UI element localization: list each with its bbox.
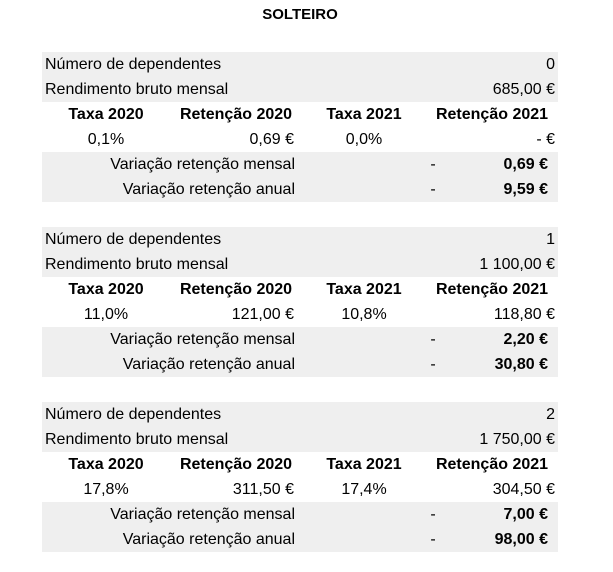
label-variacao-anual: Variação retenção anual bbox=[122, 356, 295, 373]
row-values bbox=[42, 477, 558, 502]
sign-variacao-anual: - bbox=[430, 181, 436, 198]
value-taxa-2020: 0,1% bbox=[87, 131, 125, 148]
label-variacao-mensal: Variação retenção mensal bbox=[110, 331, 295, 348]
label-variacao-anual: Variação retenção anual bbox=[122, 181, 295, 198]
page-title: SOLTEIRO bbox=[262, 6, 338, 23]
value-taxa-2021: 17,4% bbox=[341, 481, 387, 498]
header-retencao-2021: Retenção 2021 bbox=[435, 106, 549, 123]
value-variacao-anual: 30,80 € bbox=[494, 356, 548, 373]
label-rendimento: Rendimento bruto mensal bbox=[45, 81, 229, 98]
row-variacao-anual bbox=[42, 527, 558, 552]
row-variacao-mensal bbox=[42, 502, 558, 527]
header-taxa-2021: Taxa 2021 bbox=[326, 106, 402, 123]
label-dependentes: Número de dependentes bbox=[45, 231, 222, 248]
label-rendimento: Rendimento bruto mensal bbox=[45, 431, 229, 448]
sign-variacao-anual: - bbox=[430, 531, 436, 548]
value-retencao-2021: - € bbox=[536, 131, 555, 148]
row-variacao-mensal bbox=[42, 152, 558, 177]
value-retencao-2020: 311,50 € bbox=[232, 481, 294, 498]
value-retencao-2021: 118,80 € bbox=[493, 306, 555, 323]
row-variacao-mensal bbox=[42, 327, 558, 352]
row-rendimento bbox=[42, 252, 558, 277]
header-taxa-2020: Taxa 2020 bbox=[68, 456, 144, 473]
header-retencao-2021: Retenção 2021 bbox=[435, 281, 549, 298]
label-variacao-mensal: Variação retenção mensal bbox=[110, 156, 295, 173]
label-variacao-anual: Variação retenção anual bbox=[122, 531, 295, 548]
row-rendimento bbox=[42, 427, 558, 452]
row-dependentes bbox=[42, 227, 558, 252]
header-retencao-2020: Retenção 2020 bbox=[179, 281, 293, 298]
row-values bbox=[42, 302, 558, 327]
value-retencao-2020: 121,00 € bbox=[231, 306, 294, 323]
value-variacao-mensal: 2,20 € bbox=[503, 331, 548, 348]
row-variacao-anual bbox=[42, 177, 558, 202]
label-variacao-mensal: Variação retenção mensal bbox=[110, 506, 295, 523]
row-header bbox=[42, 452, 558, 477]
row-variacao-anual bbox=[42, 352, 558, 377]
value-taxa-2020: 11,0% bbox=[83, 306, 129, 323]
row-values bbox=[42, 127, 558, 152]
sign-variacao-anual: - bbox=[430, 356, 436, 373]
row-rendimento bbox=[42, 77, 558, 102]
label-dependentes: Número de dependentes bbox=[45, 406, 222, 423]
sign-variacao-mensal: - bbox=[430, 506, 436, 523]
header-taxa-2020: Taxa 2020 bbox=[68, 106, 144, 123]
value-rendimento: 1 750,00 € bbox=[479, 431, 555, 448]
sign-variacao-mensal: - bbox=[430, 156, 436, 173]
value-taxa-2020: 17,8% bbox=[83, 481, 129, 498]
sign-variacao-mensal: - bbox=[430, 331, 436, 348]
value-retencao-2021: 304,50 € bbox=[492, 481, 555, 498]
header-retencao-2020: Retenção 2020 bbox=[179, 456, 293, 473]
header-taxa-2021: Taxa 2021 bbox=[326, 281, 402, 298]
value-dependentes: 1 bbox=[546, 231, 555, 248]
value-taxa-2021: 10,8% bbox=[341, 306, 387, 323]
row-dependentes bbox=[42, 52, 558, 77]
value-variacao-mensal: 7,00 € bbox=[503, 506, 548, 523]
label-dependentes: Número de dependentes bbox=[45, 56, 222, 73]
row-dependentes bbox=[42, 402, 558, 427]
row-header bbox=[42, 277, 558, 302]
value-variacao-mensal: 0,69 € bbox=[503, 156, 548, 173]
label-rendimento: Rendimento bruto mensal bbox=[45, 256, 229, 273]
value-dependentes: 2 bbox=[546, 406, 555, 423]
row-header bbox=[42, 102, 558, 127]
value-dependentes: 0 bbox=[546, 56, 555, 73]
value-rendimento: 685,00 € bbox=[492, 81, 555, 98]
header-taxa-2021: Taxa 2021 bbox=[326, 456, 402, 473]
header-retencao-2021: Retenção 2021 bbox=[435, 456, 549, 473]
value-retencao-2020: 0,69 € bbox=[249, 131, 294, 148]
header-retencao-2020: Retenção 2020 bbox=[179, 106, 293, 123]
value-rendimento: 1 100,00 € bbox=[479, 256, 555, 273]
value-taxa-2021: 0,0% bbox=[345, 131, 383, 148]
value-variacao-anual: 98,00 € bbox=[494, 531, 548, 548]
value-variacao-anual: 9,59 € bbox=[503, 181, 548, 198]
header-taxa-2020: Taxa 2020 bbox=[68, 281, 144, 298]
